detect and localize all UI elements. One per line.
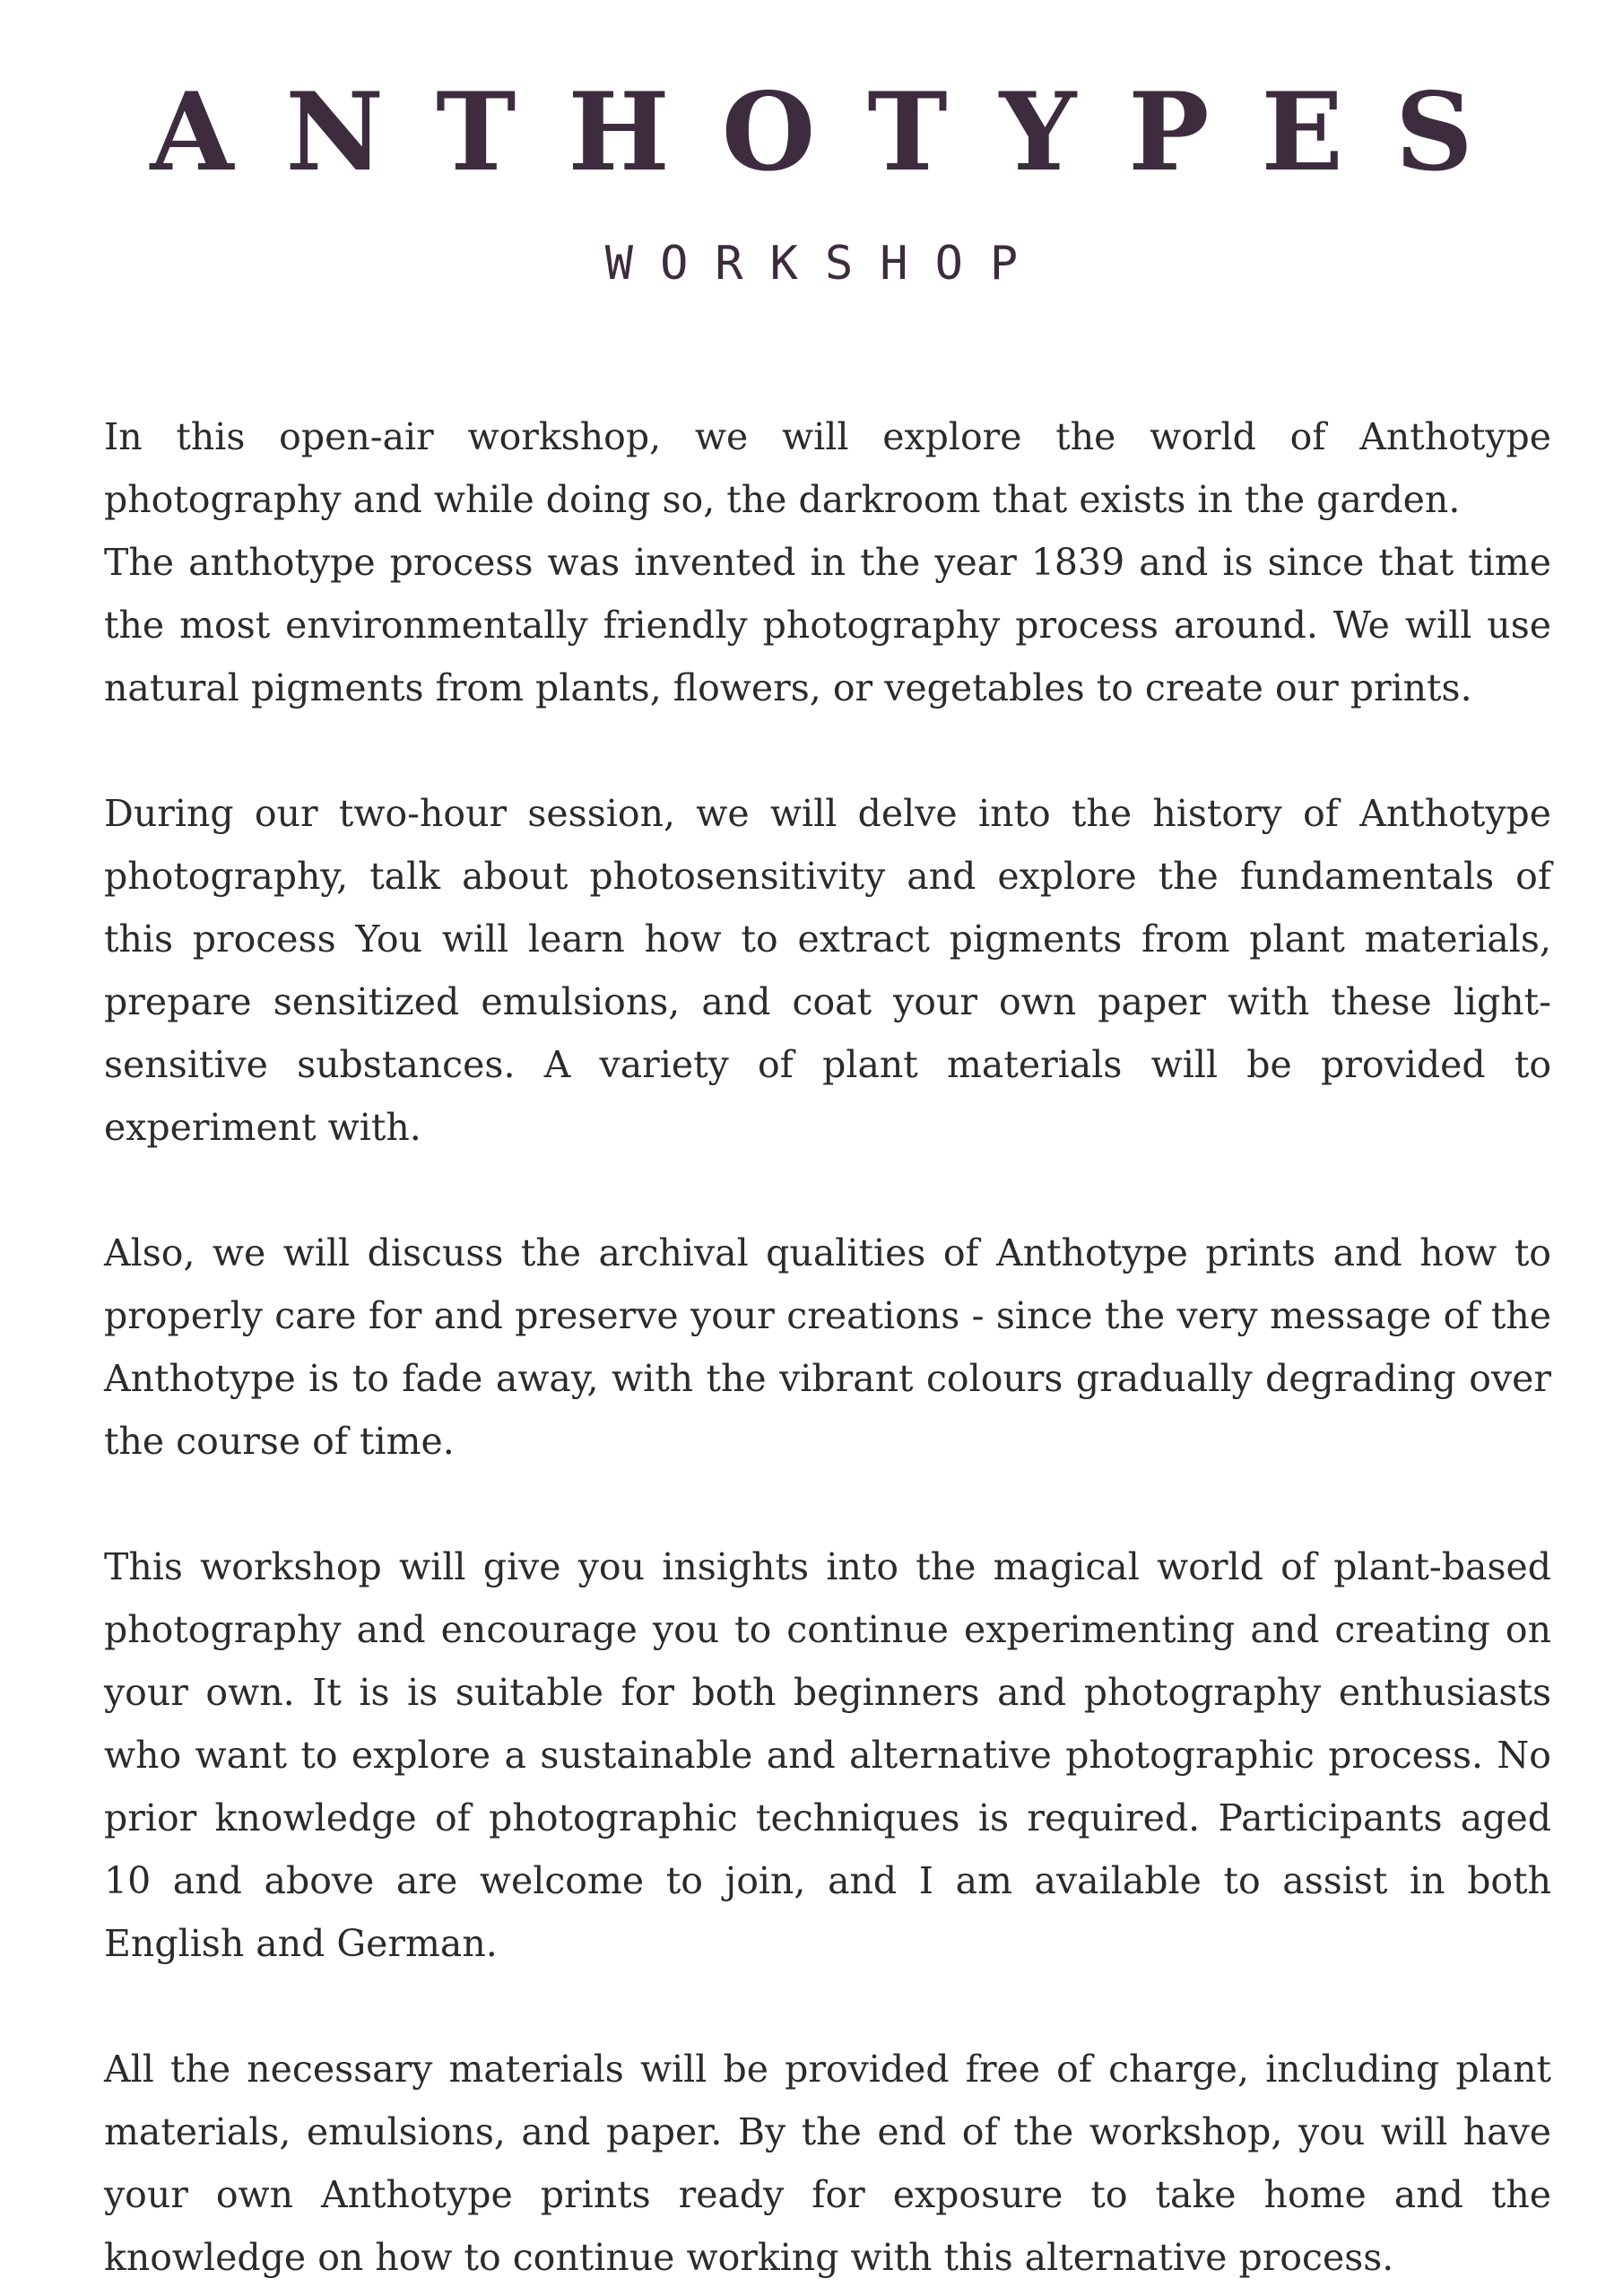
paragraph-3: Also, we will discuss the archival qualities of Anthotype prints and how to properly care for and preserve your creations - since the very message of the Anthotype is to fade away, with the vibrant colours gradually degrading over the course of time.: [104, 1231, 1551, 1463]
page-subtitle: WORKSHOP: [604, 237, 1046, 291]
paragraph-1-text: The anthotype process was invented in the year 1839 and is since that time the most environmentally friendly photography process around. We will use natural pigments from plants, flowers, or vegetables to create our prints.: [104, 541, 1551, 709]
page-title: ANTHOTYPES: [150, 69, 1525, 196]
paragraph-1-intro: In this open-air workshop, we will explore the world of Anthotype photography and while doing so, the darkroom that exists in the garden.: [104, 415, 1551, 521]
paragraph-5: All the necessary materials will be provided free of charge, including plant materials, emulsions, and paper. By the end of the workshop, you will have your own Anthotype prints ready for exposure to take home and the knowledge on how to continue working with this alternative process.: [104, 2048, 1551, 2279]
paragraph-4: This workshop will give you insights into the magical world of plant-based photography and encourage you to continue experimenting and creating on your own. It is is suitable for both beginners and photography enthusiasts who want to explore a sustainable and alternative photographic process. No prior knowledge of photographic techniques is required. Participants aged 10 and above are welcome to join, and I am available to assist in both English and German.: [104, 1545, 1551, 1965]
document-body: [104, 405, 1551, 2289]
paragraph-1: [104, 405, 1551, 719]
paragraph-2: During our two-hour session, we will delve into the history of Anthotype photography, talk about photosensitivity and explore the fundamentals of this process You will learn how to extract pigments from plant materials, prepare sensitized emulsions, and coat your own paper with these light-sensitive substances. A variety of plant materials will be provided to experiment with.: [104, 792, 1551, 1149]
